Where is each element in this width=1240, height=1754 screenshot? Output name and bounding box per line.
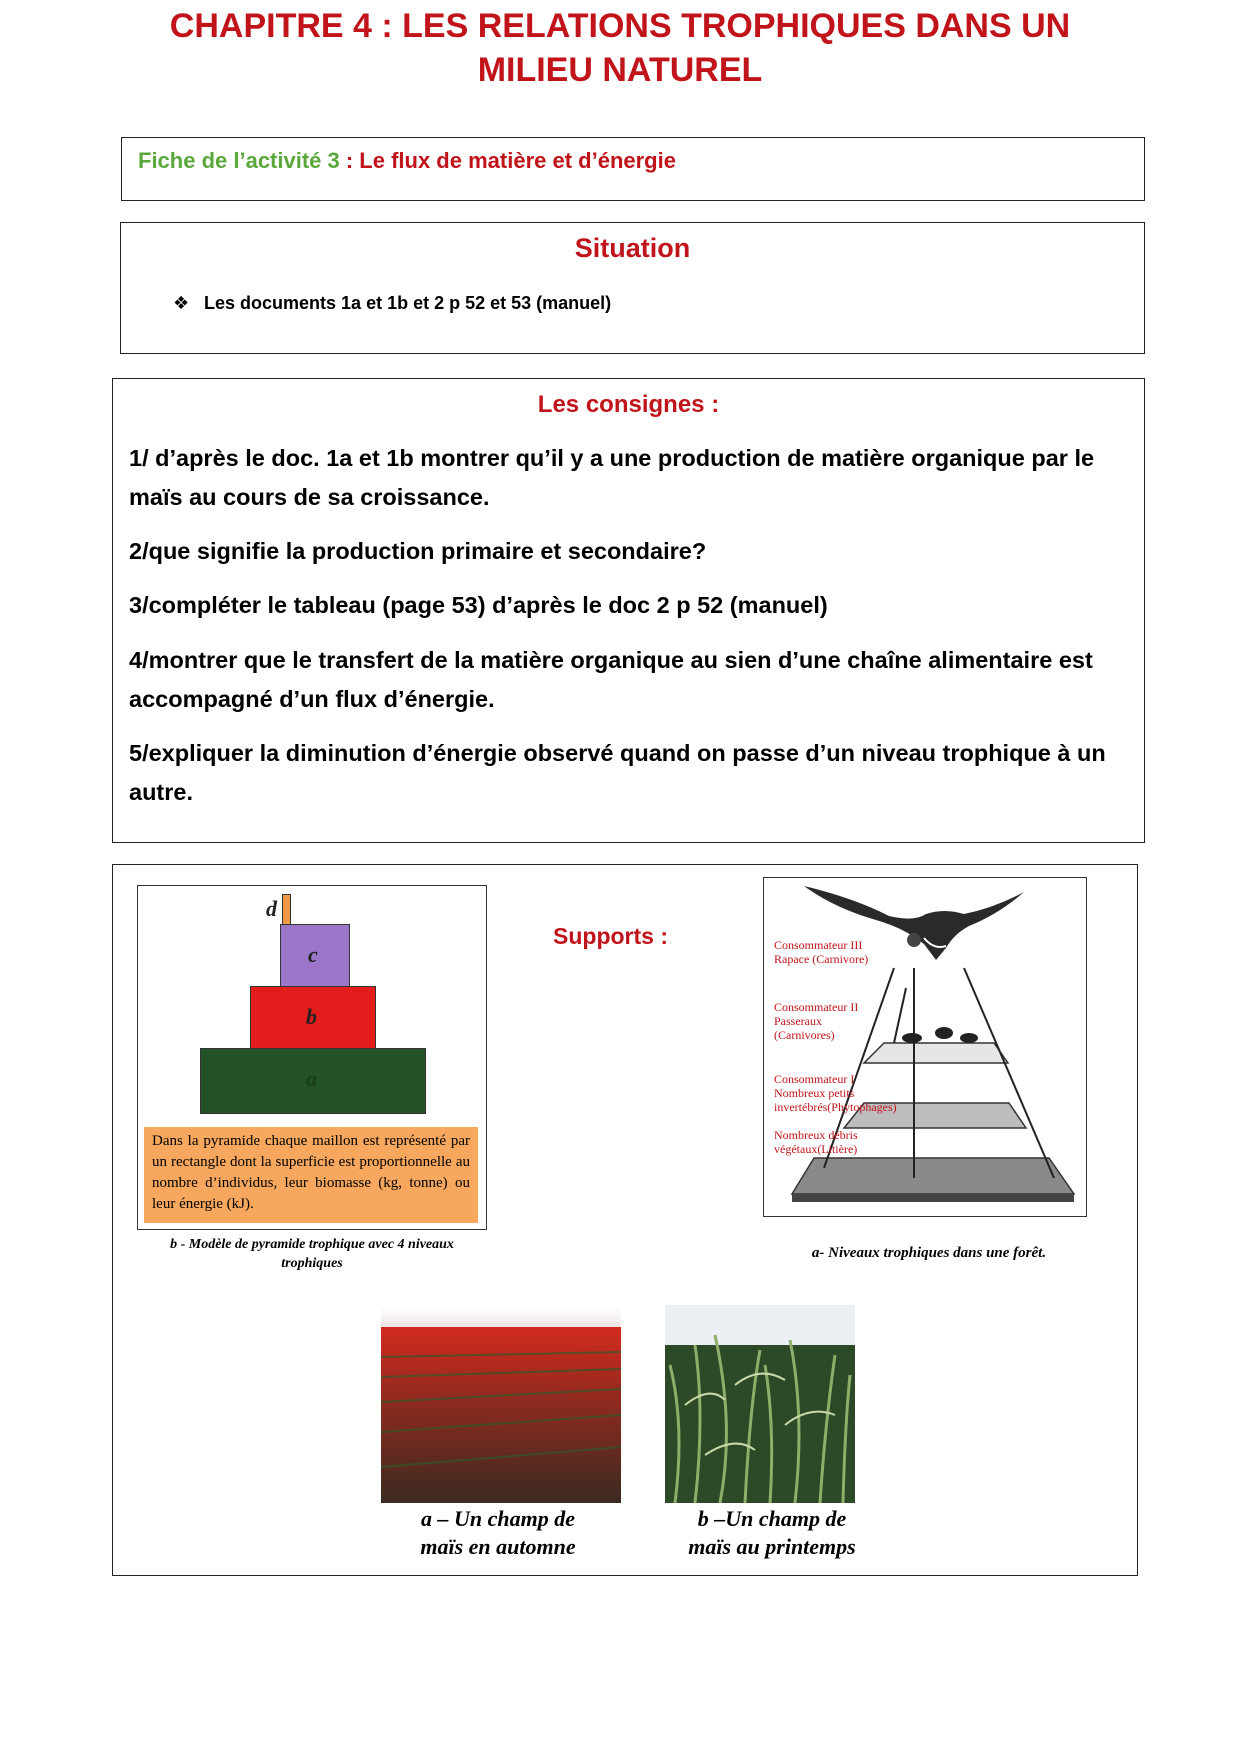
consignes-heading: Les consignes : (537, 391, 720, 418)
pyramid-letter-b: b (306, 1004, 317, 1029)
forest-label-line: végétaux(Litière) (774, 1142, 858, 1156)
field-autumn-caption-line-1: a – Un champ de (421, 1506, 575, 1531)
field-spring-photo (665, 1305, 855, 1503)
field-spring-caption-line-1: b –Un champ de (697, 1506, 847, 1531)
consigne-4: 4/montrer que le transfert de la matière organique au sien d’une chaîne alimentaire est accompagné d’un flux d’énergie. (129, 647, 1093, 712)
forest-label-line: Consommateur I (774, 1072, 855, 1086)
forest-figure (763, 877, 1087, 1217)
forest-layer-top (864, 1043, 1008, 1063)
page-title-line-2: MILIEU NATUREL (477, 51, 763, 89)
pyramid-caption-line-1: b - Modèle de pyramide trophique avec 4 niveaux (170, 1237, 454, 1252)
forest-label-line: invertébrés(Phytophages) (774, 1100, 897, 1114)
forest-label-line: Nombreux petits (774, 1086, 855, 1100)
consigne-1: 1/ d’après le doc. 1a et 1b montrer qu’il y a une production de matière organique par le maïs au cours de sa croissance. (129, 445, 1095, 510)
pyramid-letter-c: c (308, 942, 318, 967)
situation-item-text: Les documents 1a et 1b et 2 p 52 et 53 (manuel) (204, 293, 612, 313)
forest-label-line: Nombreux débris (774, 1128, 858, 1142)
forest-label-line: Rapace (Carnivore) (774, 952, 869, 966)
pyramid-letter-d: d (266, 896, 277, 921)
forest-layer-bottom (792, 1158, 1074, 1202)
forest-label-consumer-2 (774, 1000, 858, 1042)
consigne-2: 2/que signifie la production primaire et secondaire? (129, 538, 707, 564)
situation-heading: Situation (574, 233, 691, 263)
field-spring-caption-line-2: maïs au printemps (688, 1534, 856, 1559)
field-autumn-caption-line-2: maïs en automne (420, 1534, 576, 1559)
activity-label: Fiche de l’activité 3 (138, 148, 340, 173)
pyramid-level-d (282, 894, 291, 926)
field-autumn-caption (353, 1505, 643, 1561)
field-spring-caption (647, 1505, 897, 1561)
forest-label-line: Passeraux (774, 1014, 822, 1028)
page-title-line-1: CHAPITRE 4 : LES RELATIONS TROPHIQUES DANS UN (169, 7, 1071, 45)
consigne-3: 3/compléter le tableau (page 53) d’après le doc 2 p 52 (manuel) (129, 592, 828, 618)
supports-box (112, 864, 1138, 1576)
pyramid-figure (137, 885, 487, 1230)
pyramid-caption (127, 1235, 497, 1273)
activity-box (121, 137, 1145, 201)
pyramid-note: Dans la pyramide chaque maillon est représenté par un rectangle dont la superficie est proportionnelle au nombre d’individus, leur biomasse (kg, tonne) ou leur énergie (kJ). (144, 1127, 478, 1223)
situation-box (120, 222, 1145, 354)
pyramid-letter-a: a (306, 1066, 317, 1091)
page-title (120, 4, 1120, 92)
field-autumn-image (381, 1307, 621, 1503)
consigne-5: 5/expliquer la diminution d’énergie observé quand on passe d’un niveau trophique à un autre. (129, 740, 1106, 805)
diamond-bullet-icon: ❖ (173, 293, 190, 313)
field-spring-image (665, 1305, 855, 1503)
forest-label-litter (774, 1128, 858, 1156)
forest-caption: a- Niveaux trophiques dans une forêt. (811, 1245, 1047, 1261)
supports-heading: Supports : (553, 923, 668, 949)
forest-label-line: Consommateur III (774, 938, 863, 952)
forest-label-consumer-3 (774, 938, 868, 966)
pyramid-caption-line-2: trophiques (281, 1256, 343, 1271)
consignes-box (112, 378, 1145, 843)
forest-label-consumer-1 (774, 1072, 897, 1114)
situation-item (173, 293, 611, 314)
activity-title: : Le flux de matière et d’énergie (339, 148, 676, 173)
activity-line (138, 148, 676, 174)
forest-label-line: Consommateur II (774, 1000, 859, 1014)
field-autumn-photo (381, 1307, 621, 1503)
forest-drawing (764, 878, 1086, 1216)
forest-label-line: (Carnivores) (774, 1028, 835, 1042)
